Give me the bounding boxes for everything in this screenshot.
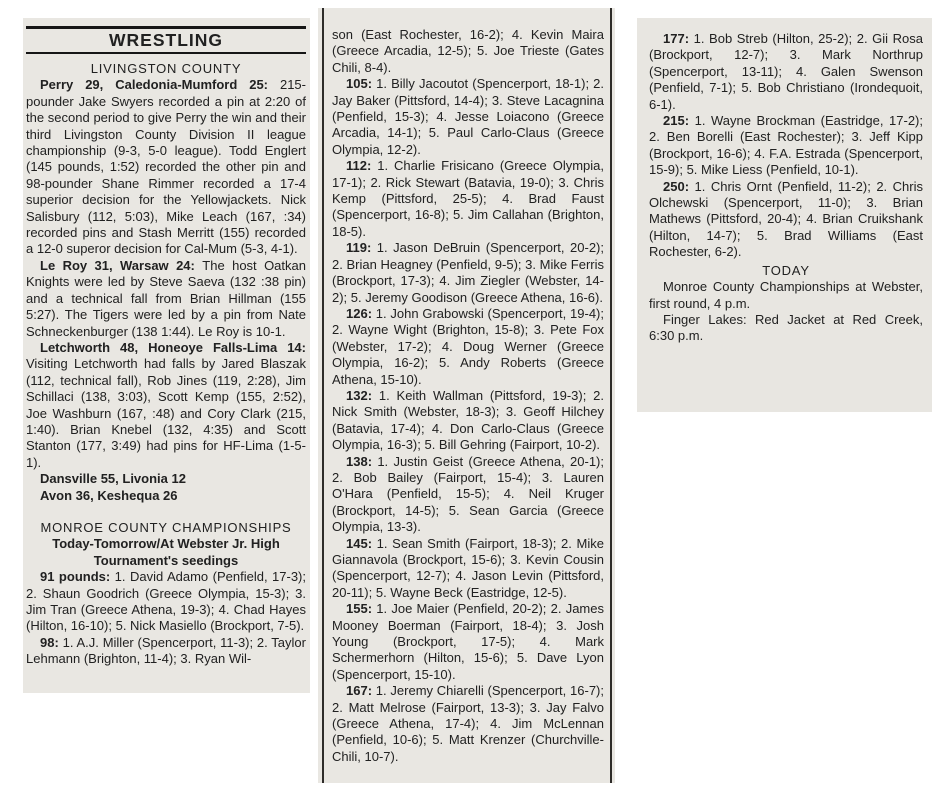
paragraph — [332, 683, 604, 765]
paragraph-text: Tournament's seedings — [93, 552, 239, 568]
paragraph-text: 1. John Grabowski (Spencerport, 19-4); 2. Wayne Wight (Brighton, 15-8); 3. Pete Fox (Webster, 17-2); 4. Doug Werner (Greece Olympia, 16-2); 5. Andy Roberts (Greece Athena, 15-10). — [332, 305, 604, 387]
section-title: WRESTLING — [109, 30, 223, 50]
paragraph — [332, 76, 604, 158]
paragraph — [332, 536, 604, 602]
paragraph — [649, 31, 923, 113]
column-2-body — [332, 27, 604, 765]
center-bold-line — [26, 536, 306, 552]
paragraph-lead: 132: — [346, 387, 379, 403]
paragraph-text: Visiting Letchworth had falls by Jared Blaszak (112, technical fall), Rob Jines (119, 2:28), Jim Schillaci (138, 3:03), Scott Kemp (155, 2:52), Joe Washburn (167, :48) and Cory Clark (215, 1:40). Brian Knebel (132, 4:35) and Scott Stanton (177, 3:49) had pins for HF-Lima (1-5-1). — [26, 356, 306, 470]
paragraph-lead: 145: — [346, 535, 377, 551]
paragraph-text: The host Oatkan Knights were led by Steve Saeva (132 :38 pin) and a technical fall from Brian Hillman (155 5:27). The Tigers were led by a pin from Nate Schneckenburger (138 1:44). Le Roy is 10-1. — [26, 257, 306, 339]
paragraph — [332, 454, 604, 536]
paragraph-lead: 91 pounds: — [40, 569, 115, 585]
paragraph — [26, 569, 306, 635]
bold-line-line — [26, 471, 306, 487]
paragraph — [649, 279, 923, 312]
paragraph — [649, 179, 923, 261]
paragraph — [26, 258, 306, 340]
paragraph — [26, 77, 306, 257]
paragraph-lead: 105: — [346, 76, 377, 92]
paragraph-text: Dansville 55, Livonia 12 — [40, 471, 186, 487]
paragraph — [26, 340, 306, 471]
paragraph-text: 1. Joe Maier (Penfield, 20-2); 2. James Mooney Boerman (Fairport, 18-4); 3. Josh Young (Brockport, 17-5); 4. Mark Schermerhorn (Hilton, 15-6); 5. Dave Lyon (Spencerport, 15-10). — [332, 601, 604, 682]
paragraph — [332, 306, 604, 388]
paragraph-text: MONROE COUNTY CHAMPIONSHIPS — [40, 519, 292, 535]
headline-rule-bottom — [26, 52, 306, 54]
paragraph — [332, 240, 604, 306]
paragraph-text: Finger Lakes: Red Jacket at Red Creek, 6:30 p.m. — [649, 311, 923, 344]
paragraph-lead: 126: — [346, 305, 376, 321]
headline-rule-top — [26, 26, 306, 29]
paragraph-lead: 177: — [663, 31, 694, 46]
paragraph-text: 1. Chris Ornt (Penfield, 11-2); 2. Chris Olchewski (Spencerport, 11-0); 3. Brian Mathews (Pittsford, 20-4); 4. Brian Cruikshank (Hilton, 14-7); 5. Brad Williams (East Rochester, 6-2). — [649, 178, 923, 260]
column-rule-left — [322, 8, 324, 783]
column-rule-right — [610, 8, 612, 783]
paragraph-lead: Le Roy 31, Warsaw 24: — [40, 257, 203, 273]
paragraph-text: TODAY — [762, 262, 810, 278]
paragraph-text: 1. Keith Wallman (Pittsford, 19-3); 2. Nick Smith (Webster, 18-3); 3. Geoff Hilchey (Batavia, 17-4); 4. Don Carlo-Claus (Greece Olympia, 16-3); 5. Bill Gehring (Fairport, 10-2). — [332, 387, 604, 453]
paragraph-text: 1. David Adamo (Penfield, 17-3); 2. Shaun Goodrich (Greece Olympia, 15-3); 3. Jim Tran (Greece Athena, 19-3); 4. Chad Hayes (Hilton, 16-10); 5. Nick Masiello (Brockport, 7-5). — [26, 569, 306, 634]
center-line — [26, 61, 306, 77]
column-1-body — [26, 61, 306, 668]
paragraph-lead: 155: — [346, 601, 377, 617]
paragraph-lead: Letchworth 48, Honeoye Falls-Lima 14: — [40, 339, 306, 355]
paragraph-text: 1. Bob Streb (Hilton, 25-2); 2. Gii Rosa (Brockport, 12-7); 3. Mark Northrup (Spencerport, 13-11); 4. Galen Swenson (Penfield, 7-1); 5. Bob Christiano (Irondequoit, 6-1). — [649, 31, 923, 112]
column-3 — [637, 18, 932, 412]
paragraph-text: son (East Rochester, 16-2); 4. Kevin Maira (Greece Arcadia, 12-5); 5. Joe Trieste (Gates Chili, 8-4). — [332, 27, 604, 75]
paragraph-lead: Perry 29, Caledonia-Mumford 25: — [40, 77, 280, 93]
paragraph-lead: 250: — [663, 178, 695, 194]
paragraph-lead: 98: — [40, 634, 63, 650]
paragraph-text: LIVINGSTON COUNTY — [90, 61, 242, 76]
column-2 — [318, 8, 615, 783]
paragraph-spacer — [26, 504, 306, 518]
center-line — [26, 520, 306, 536]
paragraph-text: 1. Billy Jacoutot (Spencerport, 18-1); 2. Jay Baker (Pittsford, 14-4); 3. Steve Lacagnina (Penfield, 15-3); 4. Jesse Loiacono (Greece Arcadia, 14-1); 5. Paul Carlo-Claus (Greece Olympia, 12-2). — [332, 76, 604, 157]
center-bold-line — [26, 553, 306, 569]
center-line — [649, 263, 923, 279]
paragraph-text: 1. Jason DeBruin (Spencerport, 20-2); 2. Brian Heagney (Penfield, 9-5); 3. Mike Ferris (Brockport, 17-3); 4. Jim Ziegler (Webster, 14-2); 5. Jeremy Goodison (Greece Athena, 16-6). — [332, 240, 604, 305]
paragraph-text: 1. Wayne Brockman (Eastridge, 17-2); 2. Ben Borelli (East Rochester); 3. Jeff Kipp (Brockport, 16-6); 4. F.A. Estrada (Spencerport, 15-9); 5. Mike Liess (Penfield, 10-1). — [649, 113, 924, 178]
paragraph — [332, 388, 604, 454]
paragraph — [332, 27, 604, 76]
paragraph-text: 1. A.J. Miller (Spencerport, 11-3); 2. Taylor Lehmann (Brighton, 11-4); 3. Ryan Wil- — [26, 634, 306, 667]
paragraph-text: Today-Tomorrow/At Webster Jr. High — [52, 536, 280, 552]
paragraph-lead: 167: — [346, 683, 376, 699]
bold-line-line — [26, 488, 306, 504]
paragraph-lead: 215: — [663, 113, 695, 129]
paragraph — [26, 635, 306, 668]
paragraph — [332, 601, 604, 683]
paragraph-lead: 138: — [346, 453, 378, 469]
paragraph-text: Monroe County Championships at Webster, first round, 4 p.m. — [649, 279, 923, 311]
paragraph-text: 1. Charlie Frisicano (Greece Olympia, 17-1); 2. Rick Stewart (Batavia, 19-0); 3. Chris Kemp (Pittsford, 25-5); 4. Brad Faust (Spencerport, 16-8); 5. Jim Callahan (Brighton, 18-5). — [332, 158, 604, 239]
column-3-body — [649, 31, 923, 345]
column-1 — [23, 18, 310, 693]
paragraph-text: 215-pounder Jake Swyers recorded a pin at 2:20 of the second period to give Perry the win and their third Livingston County Division II league championship (9-3, 5-0 league). Todd Englert (145 pounds, 1:52) recorded the other pin and 98-pounder Shane Rimmer recorded a 17-4 superior decision for the Yellowjackets. Nick Salisbury (112, 5:03), Mike Leach (167, :34) recorded pins and Stash Merritt (155) recorded a 12-0 superor decision for Cal-Mum (5-3, 4-1). — [26, 77, 306, 257]
paragraph-text: Avon 36, Keshequa 26 — [40, 487, 178, 503]
paragraph-lead: 119: — [346, 240, 377, 256]
paragraph — [332, 158, 604, 240]
paragraph-text: 1. Jeremy Chiarelli (Spencerport, 16-7); 2. Matt Melrose (Fairport, 13-3); 3. Jay Falvo (Greece Athena, 17-4); 4. Jim McLennan (Penfield, 10-6); 5. Matt Krenzer (Churchville-Chili, 10-7). — [332, 683, 604, 764]
paragraph — [649, 113, 923, 179]
paragraph — [649, 312, 923, 345]
paragraph-lead: 112: — [346, 158, 378, 174]
paragraph-text: 1. Sean Smith (Fairport, 18-3); 2. Mike Giannavola (Brockport, 15-6); 3. Kevin Cousin (Spencerport, 12-7); 4. Jason Levin (Pittsford, 20-11); 5. Wayne Beck (Eastridge, 12-5). — [332, 535, 604, 600]
paragraph-text: 1. Justin Geist (Greece Athena, 20-1); 2. Bob Bailey (Fairport, 15-4); 3. Lauren O'Hara (Penfield, 15-5); 4. Neil Kruger (Brockport, 14-5); 5. Sean Garcia (Greece Olympia, 13-3). — [332, 453, 604, 535]
